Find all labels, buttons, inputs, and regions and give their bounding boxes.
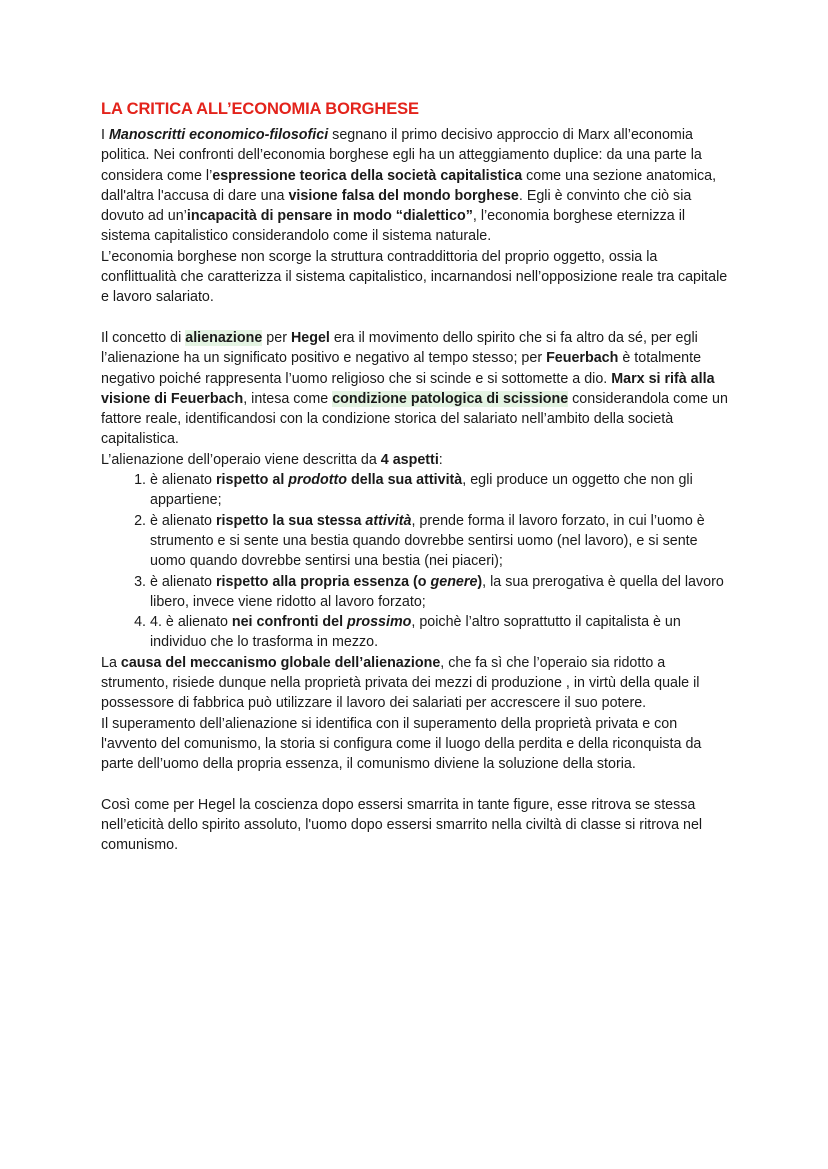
bold-text: Hegel bbox=[290, 329, 330, 346]
document-title: LA CRITICA ALL’ECONOMIA BORGHESE bbox=[101, 100, 419, 118]
text: , egli produce un oggetto che non gli appartiene; bbox=[150, 472, 693, 509]
list-item bbox=[150, 612, 731, 653]
bold-text: rispetto al bbox=[215, 472, 289, 489]
text: I bbox=[101, 127, 109, 143]
text: . Egli è convinto che ciò sia dovuto ad un’ bbox=[101, 187, 692, 225]
emphasis-text: Manoscritti economico-filosofici bbox=[108, 127, 329, 143]
bold-text: della sua attività bbox=[347, 472, 463, 489]
text: : bbox=[438, 451, 443, 468]
list-item bbox=[150, 470, 731, 511]
text: è alienato bbox=[150, 512, 216, 529]
paragraph-superamento: Il superamento dell’alienazione si identifica con il superamento della proprietà privata e con l'avvento del comunismo, la storia si configura come il luogo della perdita e della riconquista da parte dell’uomo della propria essenza, il comunismo diviene la soluzione della storia. bbox=[101, 715, 702, 773]
text: L’alienazione dell’operaio viene descritta da bbox=[101, 451, 381, 468]
text: per bbox=[262, 329, 291, 346]
paragraph-conclusione: Così come per Hegel la coscienza dopo essersi smarrita in tante figure, esse ritrova se stessa nell’eticità dello spirito assoluto, l'uomo dopo essersi smarrito nella civiltà di classe si ritrova nel comunismo. bbox=[101, 796, 703, 854]
bold-text: ) bbox=[477, 573, 483, 590]
emphasis-text: attività bbox=[365, 512, 412, 529]
bold-text: rispetto la sua stessa bbox=[215, 512, 366, 529]
text: , l’economia borghese eternizza il sistema capitalistico considerandolo come il sistema naturale. bbox=[101, 208, 686, 245]
paragraph-economia-borghese: L’economia borghese non scorge la struttura contraddittoria del proprio oggetto, ossia la conflittualità che caratterizza il sistema capitalistico, incarnandosi nell’opposizione reale tra capitale e lavoro salariato. bbox=[101, 248, 728, 306]
text: , che fa sì che l’operaio sia ridotto a strumento, risiede dunque nella proprietà privata dei mezzi di produzione , in virtù della quale il possessore di fabbrica può utilizzare il lavoro dei salariati per accrescere il suo potere. bbox=[101, 654, 700, 712]
document-page bbox=[101, 98, 731, 856]
bold-text: Feuerbach bbox=[546, 350, 619, 367]
bold-text: 4 aspetti bbox=[380, 451, 439, 468]
text: considerandola come un fattore reale, identificandosi con la condizione storica del salariato nell’ambito della società capitalistica. bbox=[101, 390, 728, 448]
emphasis-text: prodotto bbox=[288, 472, 348, 489]
bold-text: incapacità di pensare in modo “dialettico” bbox=[186, 208, 473, 225]
list-item bbox=[150, 572, 731, 613]
aspects-list bbox=[101, 470, 731, 653]
text: , prende forma il lavoro forzato, in cui l’uomo è strumento e si sente una bestia quando dovrebbe sentirsi uomo (nel lavoro), e si sente uomo quando dovrebbe sentirsi una bestia (nei piaceri); bbox=[150, 512, 705, 570]
text: è alienato bbox=[150, 573, 216, 590]
highlighted-term: condizione patologica di scissione bbox=[332, 390, 569, 407]
bold-text: causa del meccanismo globale dell’alienazione bbox=[120, 654, 441, 671]
emphasis-text: prossimo bbox=[347, 614, 412, 631]
text: La bbox=[101, 654, 121, 671]
paragraph-manoscritti bbox=[101, 125, 731, 247]
bold-text: rispetto alla propria essenza (o bbox=[215, 573, 431, 590]
text: 4. è alienato bbox=[150, 614, 232, 631]
emphasis-text: genere bbox=[430, 573, 478, 590]
spacer bbox=[101, 775, 731, 795]
bold-text: nei confronti del bbox=[231, 614, 348, 631]
paragraph-aspetti-intro bbox=[101, 450, 731, 470]
text: , intesa come bbox=[243, 390, 333, 407]
bold-text: visione falsa del mondo borghese bbox=[288, 187, 519, 204]
bold-text: Marx si rifà alla visione di Feuerbach bbox=[101, 370, 715, 407]
list-item bbox=[150, 511, 731, 572]
text: era il movimento dello spirito che si fa altro da sé, per egli l’alienazione ha un significato positivo e negativo al tempo stesso; per bbox=[101, 329, 698, 367]
highlighted-term: alienazione bbox=[185, 329, 263, 346]
paragraph-causa bbox=[101, 653, 731, 714]
spacer bbox=[101, 308, 731, 328]
text: , la sua prerogativa è quella del lavoro libero, invece viene ridotto al lavoro forzato; bbox=[150, 573, 724, 610]
paragraph-alienazione bbox=[101, 328, 731, 450]
text: Il concetto di bbox=[101, 329, 186, 346]
text: segnano il primo decisivo approccio di Marx all’economia politica. Nei confronti dell’economia borghese egli ha un atteggiamento duplice: da una parte la considera come l’ bbox=[101, 127, 702, 184]
bold-text: espressione teorica della società capitalistica bbox=[212, 167, 523, 184]
text: è alienato bbox=[150, 472, 216, 489]
text: come una sezione anatomica, dall'altra l'accusa di dare una bbox=[101, 167, 717, 204]
text: è totalmente negativo poiché rappresenta l’uomo religioso che si scinde e si sottomette a dio. bbox=[101, 350, 702, 387]
text: , poichè l’altro soprattutto il capitalista è un individuo che lo trasforma in mezzo. bbox=[150, 614, 681, 651]
